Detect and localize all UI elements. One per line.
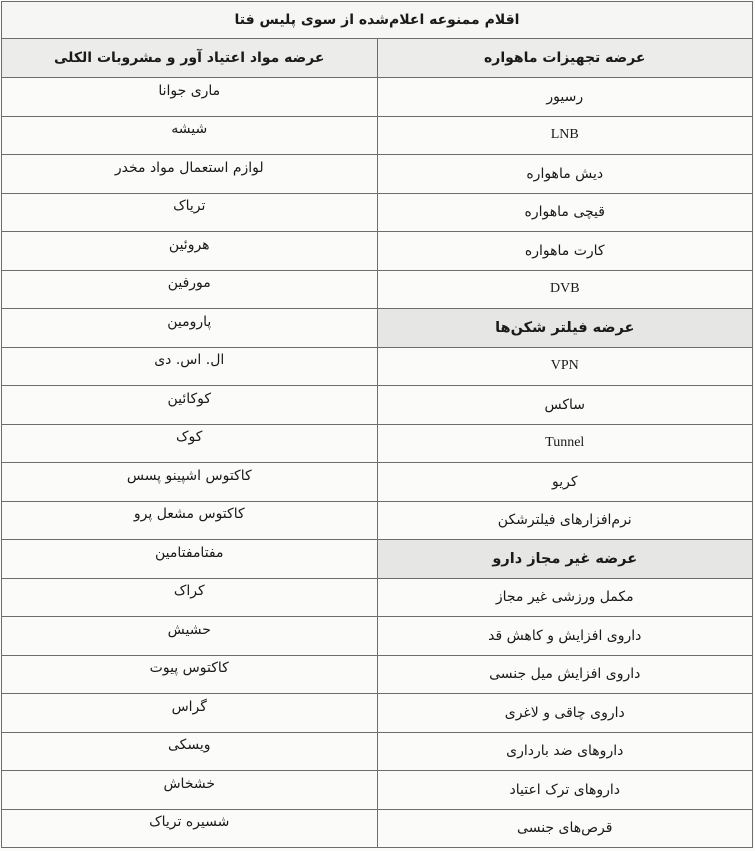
item-cell-left (2, 809, 378, 848)
table-row (2, 694, 753, 733)
item-cell-left (2, 116, 378, 155)
table-row (2, 386, 753, 425)
item-label: لوازم استعمال مواد مخدر (114, 159, 264, 176)
column-header-satellite: عرضه تجهیزات ماهواره (377, 39, 753, 78)
table-body (2, 78, 753, 848)
item-label: ال. اس. دی (154, 352, 225, 369)
item-cell-left (2, 386, 378, 425)
item-cell-left (2, 771, 378, 810)
item-cell-right: قرص‌های جنسی (377, 809, 753, 848)
banned-items-table (1, 1, 753, 848)
item-label: تریاک (173, 198, 206, 215)
item-label: حشیش (167, 621, 211, 638)
table-row (2, 78, 753, 117)
item-cell-left (2, 193, 378, 232)
item-cell-right: Tunnel (377, 424, 753, 463)
item-label: هروئین (168, 236, 210, 253)
item-cell-right: داروی چاقی و لاغری (377, 694, 753, 733)
table-row (2, 232, 753, 271)
section-heading-cell: عرضه فیلتر شکن‌ها (377, 309, 753, 348)
item-cell-right: ساکس (377, 386, 753, 425)
item-cell-right: داروی افزایش میل جنسی (377, 655, 753, 694)
item-cell-right: VPN (377, 347, 753, 386)
column-header-drugs: عرضه مواد اعتیاد آور و مشروبات الکلی (2, 39, 378, 78)
item-label: پارومین (167, 313, 212, 330)
item-cell-left (2, 309, 378, 348)
item-label: کوکائین (167, 390, 212, 407)
item-label: کاکتوس اشپینو پسس (126, 467, 252, 484)
table-row (2, 309, 753, 348)
table-row (2, 732, 753, 771)
table-row (2, 655, 753, 694)
item-label: ویسکی (167, 737, 211, 754)
item-cell-right: داروی افزایش و کاهش قد (377, 617, 753, 656)
item-cell-right: داروهای ترک اعتیاد (377, 771, 753, 810)
table-row (2, 116, 753, 155)
item-cell-right: قیچی ماهواره (377, 193, 753, 232)
item-label: کوک (176, 429, 203, 446)
item-cell-left (2, 347, 378, 386)
item-cell-left (2, 501, 378, 540)
item-cell-left (2, 270, 378, 309)
item-cell-left (2, 78, 378, 117)
item-cell-right: دیش ماهواره (377, 155, 753, 194)
item-cell-left (2, 655, 378, 694)
item-cell-left (2, 617, 378, 656)
item-cell-right: LNB (377, 116, 753, 155)
item-cell-left (2, 732, 378, 771)
table-title: اقلام ممنوعه اعلام‌شده از سوی پلیس فتا (2, 2, 753, 39)
item-cell-left (2, 232, 378, 271)
item-label: مفتامفتامین (154, 544, 224, 561)
item-label: کاکتوس مشعل پرو (133, 506, 245, 523)
item-label: کراک (173, 583, 205, 600)
table-row (2, 771, 753, 810)
item-cell-right: کریو (377, 463, 753, 502)
item-label: گراس (171, 698, 207, 715)
item-label: شسیره تریاک (149, 814, 230, 831)
table-row (2, 617, 753, 656)
item-label: ماری جوانا (158, 82, 221, 99)
item-cell-right: مکمل ورزشی غیر مجاز (377, 578, 753, 617)
table-row (2, 578, 753, 617)
section-heading-cell: عرضه غیر مجاز دارو (377, 540, 753, 579)
table-row (2, 424, 753, 463)
item-cell-right: رسیور (377, 78, 753, 117)
table-row (2, 270, 753, 309)
item-cell-left (2, 155, 378, 194)
table-row (2, 347, 753, 386)
table-row (2, 155, 753, 194)
item-cell-right: نرم‌افزارهای فیلترشکن (377, 501, 753, 540)
table-row (2, 540, 753, 579)
table-row (2, 193, 753, 232)
item-label: شیشه (171, 121, 208, 138)
item-cell-left (2, 463, 378, 502)
item-cell-left (2, 694, 378, 733)
item-cell-left (2, 578, 378, 617)
table-header-row (2, 39, 753, 78)
item-label: کاکتوس پیوت (149, 660, 229, 677)
item-label: خشخاش (163, 775, 216, 792)
item-label: مورفین (167, 275, 211, 292)
table-title-row (2, 2, 753, 39)
table-row (2, 463, 753, 502)
item-cell-right: DVB (377, 270, 753, 309)
item-cell-left (2, 540, 378, 579)
item-cell-right: داروهای ضد بارداری (377, 732, 753, 771)
item-cell-right: کارت ماهواره (377, 232, 753, 271)
table-row (2, 809, 753, 848)
table-row (2, 501, 753, 540)
item-cell-left (2, 424, 378, 463)
